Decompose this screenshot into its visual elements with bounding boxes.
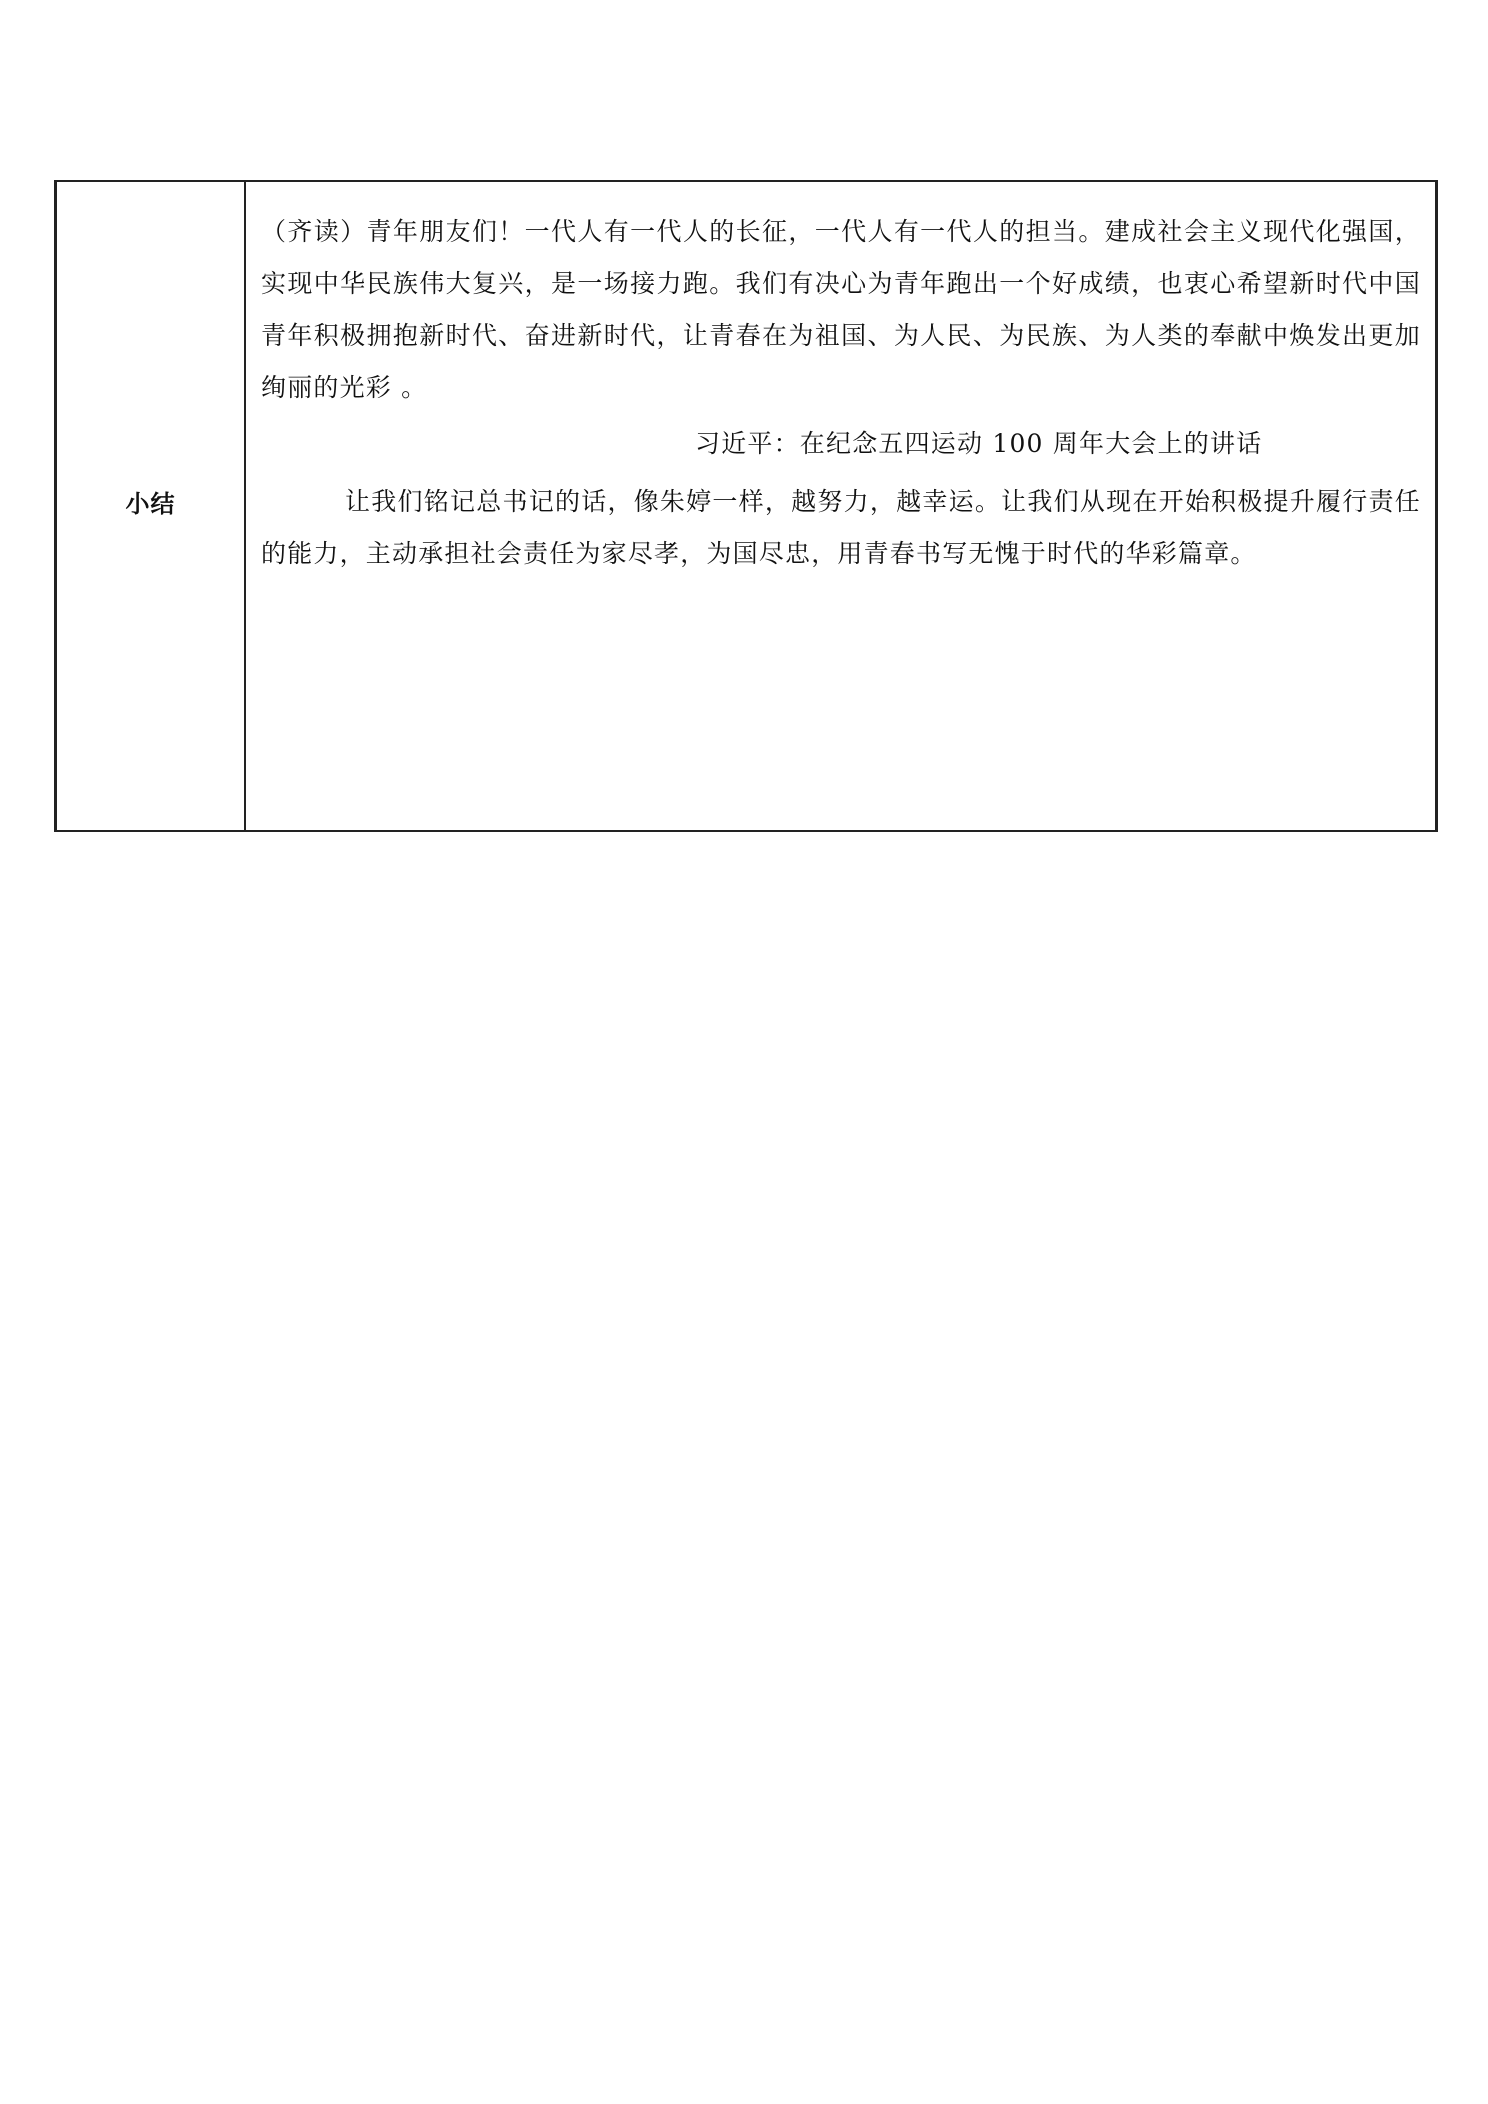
section-label: 小结 — [125, 489, 176, 518]
summary-table — [54, 180, 1438, 832]
quote-attribution: 习近平：在纪念五四运动 100 周年大会上的讲话 — [695, 429, 1263, 458]
table-content-cell — [246, 182, 1435, 830]
table-label-cell — [57, 182, 246, 830]
quote-paragraph: （齐读）青年朋友们！一代人有一代人的长征，一代人有一代人的担当。建成社会主义现代化强国，实现中华民族伟大复兴，是一场接力跑。我们有决心为青年跑出一个好成绩，也衷心希望新时代中国青年积极拥抱新时代、奋进新时代，让青春在为祖国、为人民、为民族、为人类的奉献中焕发出更加绚丽的光彩 。 — [261, 217, 1421, 402]
summary-paragraph: 让我们铭记总书记的话，像朱婷一样，越努力，越幸运。让我们从现在开始积极提升履行责任的能力，主动承担社会责任为家尽孝，为国尽忠，用青春书写无愧于时代的华彩篇章。 — [261, 487, 1421, 568]
